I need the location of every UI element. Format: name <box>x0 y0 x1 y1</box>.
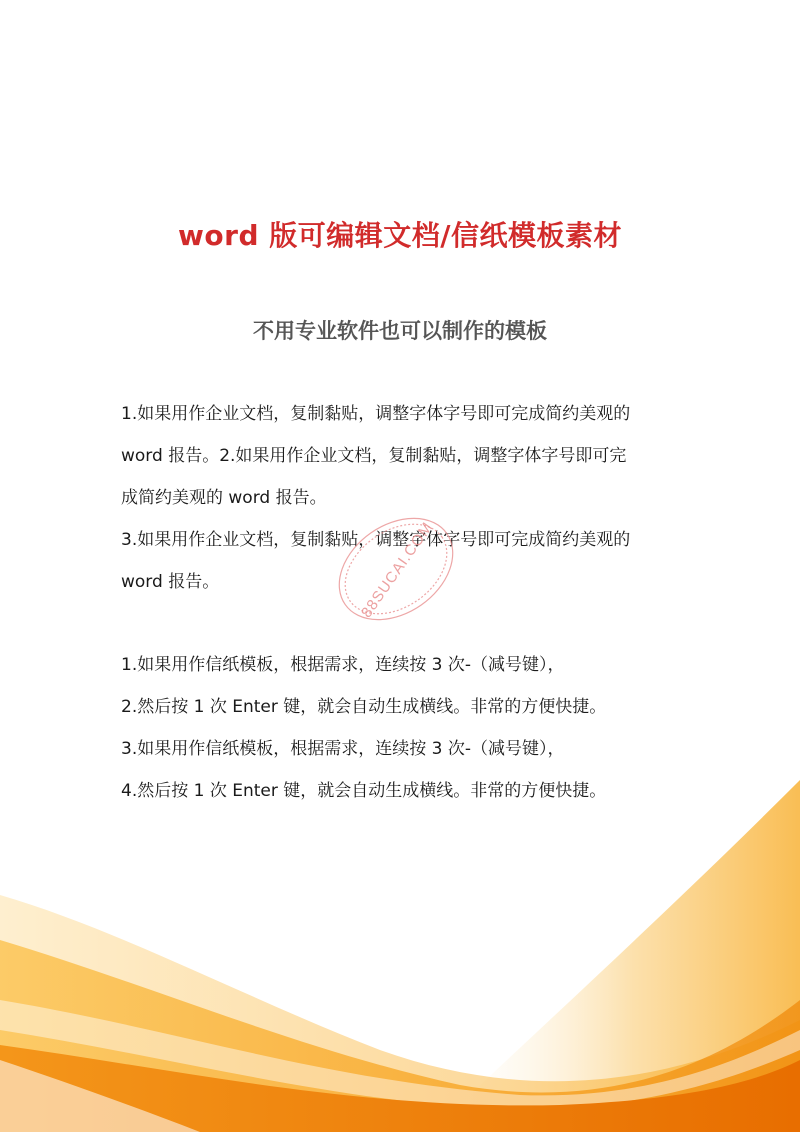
paragraph-block-2 <box>121 644 691 812</box>
watermark-stamp <box>328 505 464 633</box>
paragraph-line: word 报告。 <box>121 572 220 592</box>
document-subtitle: 不用专业软件也可以制作的模板 <box>253 319 547 343</box>
paragraph-line: 2.然后按 1 次 Enter 键，就会自动生成横线。非常的方便快捷。 <box>121 697 607 717</box>
document-title: word 版可编辑文档/信纸模板素材 <box>178 219 622 252</box>
paragraph-line: 1.如果用作企业文档，复制黏贴，调整字体字号即可完成简约美观的 <box>121 404 631 424</box>
paragraph-line: word 报告。2.如果用作企业文档，复制黏贴，调整字体字号即可完 <box>121 446 627 466</box>
watermark-text: 88SUCAI.COM <box>357 518 437 621</box>
paragraph-line: 3.如果用作企业文档，复制黏贴，调整字体字号即可完成简约美观的 <box>121 530 631 550</box>
paragraph-line: 成简约美观的 word 报告。 <box>121 488 327 508</box>
paragraph-line: 4.然后按 1 次 Enter 键，就会自动生成横线。非常的方便快捷。 <box>121 781 607 801</box>
paragraph-line: 1.如果用作信纸模板，根据需求，连续按 3 次-（减号键）， <box>121 655 565 675</box>
paragraph-line: 3.如果用作信纸模板，根据需求，连续按 3 次-（减号键）， <box>121 739 565 759</box>
